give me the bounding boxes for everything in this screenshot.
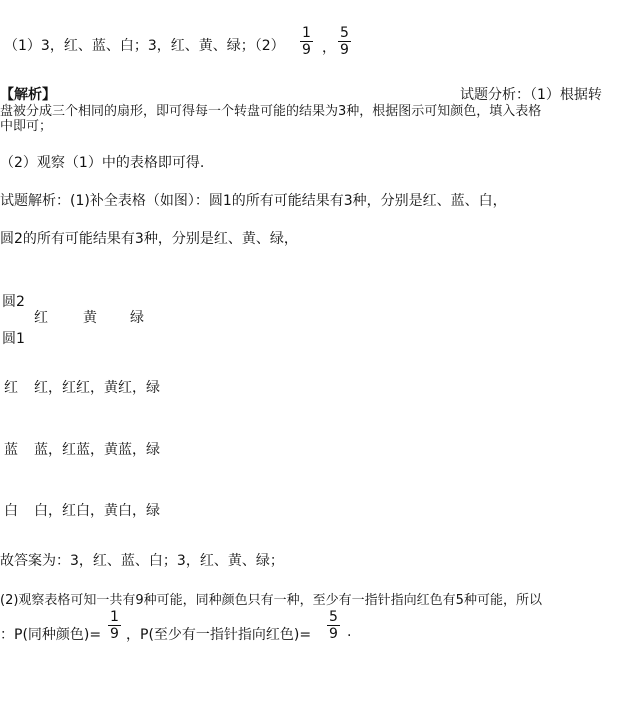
fraction-denominator: 9 <box>329 626 338 642</box>
table-row-cells-1: 红，红红，黄红，绿 <box>34 380 160 396</box>
table-col-header-2: 黄 <box>83 310 97 326</box>
answer-separator: ， <box>322 40 336 56</box>
analysis-step2: （2）观察（1）中的表格即可得. <box>0 155 205 171</box>
table-row-cells-2: 蓝，红蓝，黄蓝，绿 <box>34 442 160 458</box>
table-col-header-1: 红 <box>34 310 48 326</box>
table-row-label-1: 红 <box>4 380 18 396</box>
final-p2-fraction <box>327 609 340 642</box>
final-p1-label: ：P(同种颜色)= <box>0 627 102 643</box>
table-row-cells-3: 白，红白，黄白，绿 <box>34 503 160 519</box>
final-part2-line: (2)观察表格可知一共有9种可能，同种颜色只有一种，至少有一指针指向红色有5种可能，所以 <box>0 593 542 608</box>
solution-line1: 试题解析：(1)补全表格（如图）：圆1的所有可能结果有3种，分别是红、蓝、白， <box>0 193 507 209</box>
answer-fraction-2 <box>338 25 351 58</box>
table-corner-top: 圆2 <box>2 294 25 310</box>
analysis-intro-continued-2: 中即可； <box>0 119 53 134</box>
fraction-numerator: 5 <box>329 609 338 625</box>
fraction-denominator: 9 <box>340 42 349 58</box>
fraction-numerator: 1 <box>110 609 119 625</box>
final-answer: 故答案为：3，红、蓝、白；3，红、黄、绿； <box>0 553 284 569</box>
fraction-denominator: 9 <box>110 626 119 642</box>
solution-line2: 圆2的所有可能结果有3种，分别是红、黄、绿， <box>0 231 298 247</box>
analysis-intro-right: 试题分析：（1）根据转 <box>460 87 602 103</box>
analysis-heading: 【解析】 <box>0 87 56 103</box>
fraction-numerator: 5 <box>340 25 349 41</box>
fraction-numerator: 1 <box>302 25 311 41</box>
final-p2-label: ，P(至少有一指针指向红色)= <box>126 627 312 643</box>
table-corner-bottom: 圆1 <box>2 331 25 347</box>
fraction-denominator: 9 <box>302 42 311 58</box>
answer-part1: （1）3，红、蓝、白；3，红、黄、绿；（2） <box>4 38 285 54</box>
answer-fraction-1 <box>300 25 313 58</box>
table-col-header-3: 绿 <box>130 310 144 326</box>
table-row-label-2: 蓝 <box>4 442 18 458</box>
table-row-label-3: 白 <box>4 503 18 519</box>
analysis-intro-continued: 盘被分成三个相同的扇形，即可得每一个转盘可能的结果为3种，根据图示可知颜色，填入表格 <box>0 104 542 119</box>
final-p1-fraction <box>108 609 121 642</box>
final-end: . <box>347 624 352 640</box>
